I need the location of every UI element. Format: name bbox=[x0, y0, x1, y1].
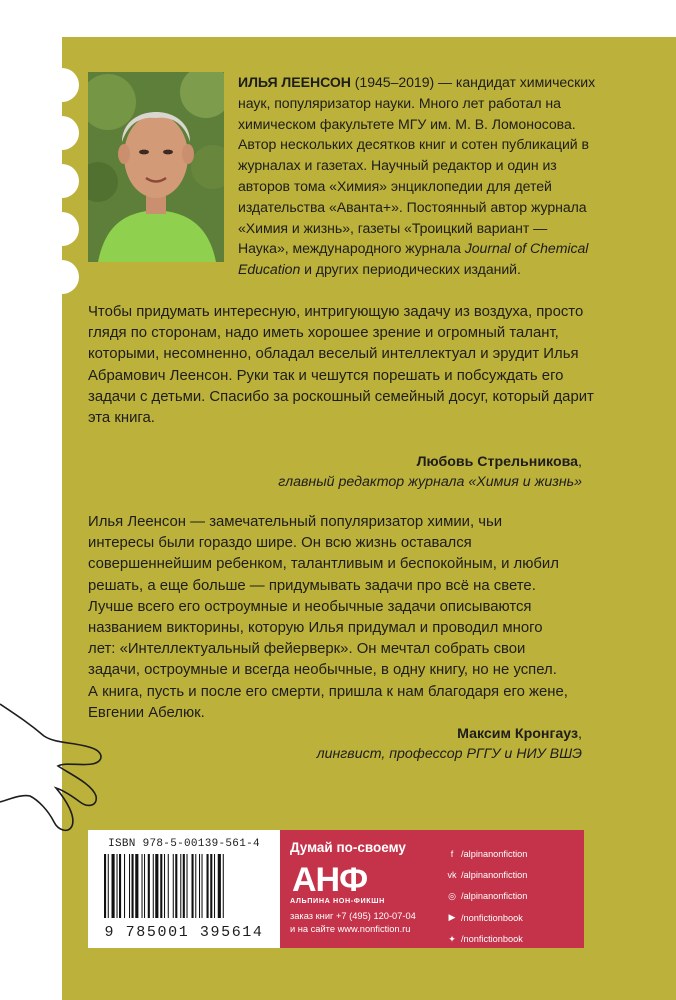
barcode-icon bbox=[102, 854, 266, 922]
social-item-vk[interactable] bbox=[446, 864, 527, 885]
youtube-icon: ▶ bbox=[448, 912, 456, 923]
reviewer-comma: , bbox=[578, 726, 582, 742]
author-photo bbox=[88, 72, 224, 262]
perforation-hole bbox=[45, 68, 79, 102]
publisher-logo-icon bbox=[292, 862, 370, 894]
social-label: /nonfictionbook bbox=[461, 912, 523, 923]
review-signature bbox=[317, 724, 582, 764]
publisher-name: АЛЬПИНА НОН-ФИКШН bbox=[290, 896, 385, 905]
reviewer-comma: , bbox=[578, 454, 582, 470]
social-label: /alpinanonfiction bbox=[461, 870, 528, 881]
social-item-twitter[interactable] bbox=[446, 929, 527, 950]
journal-title: Journal of Chemical Education bbox=[238, 240, 589, 278]
perforation-hole bbox=[45, 212, 79, 246]
order-info bbox=[290, 910, 416, 936]
author-bio-text: — кандидат химических наук, популяризатор науки. Много лет работал на химическом факультете МГУ им. М. В. Ломоносова. Автор нескольких десятков книг и сотен публикаций в журналах и газетах. Научный редактор и один из авторов тома «Химия» энциклопедии для детей издательства «Аванта+». Постоянный автор журнала «Химия и жизнь», газеты «Троицкий вариант — Наука», международного журнала bbox=[238, 74, 596, 257]
twitter-icon: ✦ bbox=[448, 933, 456, 944]
social-label: /alpinanonfiction bbox=[461, 848, 528, 859]
author-bio-end: и других периодических изданий. bbox=[300, 261, 521, 278]
social-item-instagram[interactable] bbox=[446, 886, 527, 907]
social-item-youtube[interactable] bbox=[446, 907, 527, 928]
publisher-logo-text: АНФ bbox=[292, 862, 368, 894]
review-quote: Чтобы придумать интересную, интригующую задачу из воздуха, просто глядя по сторонам, надо иметь хорошее зрение и огромный талант, которыми, несомненно, обладал веселый интеллектуал и эрудит Илья Абрамович Леенсон. Руки так и чешутся порешать и побсуждать его задачи с детьми. Спасибо за роскошный семейный досуг, который дарит эта книга. bbox=[88, 304, 594, 427]
author-years: (1945–2019) bbox=[350, 74, 435, 90]
instagram-icon: ◎ bbox=[448, 890, 456, 901]
social-item-facebook[interactable] bbox=[446, 843, 527, 864]
social-label: /nonfictionbook bbox=[461, 934, 523, 945]
social-label: /alpinanonfiction bbox=[461, 891, 528, 902]
reviewer-role: лингвист, профессор РГГУ и НИУ ВШЭ bbox=[316, 746, 582, 762]
publisher-slogan: Думай по-своему bbox=[290, 840, 406, 855]
social-panel bbox=[438, 830, 584, 948]
isbn-text: ISBN 978-5-00139-561-4 bbox=[108, 838, 260, 850]
perforation-hole bbox=[45, 116, 79, 150]
reviewer-role: главный редактор журнала «Химия и жизнь» bbox=[278, 474, 582, 490]
vk-icon: vk bbox=[447, 870, 457, 881]
review-quote: Илья Леенсон — замечательный популяризатор химии, чьи интересы были гораздо шире. Он всю жизнь оставался совершеннейшим ребенком, талантливым и беспокойным, и любил решать, а еще больше — придумывать задачи про всё на свете. Лучше всего его остроумные и необычные задачи описываются названием викторины, которую Илья придумал и проводил много лет: «Интеллектуальный фейерверк». Он мечтал собрать свои задачи, остроумные и всегда необычные, в одну книгу, но не успел. А книга, пусть и после его смерти, пришла к нам благодаря его жене, Евгении Абелюк. bbox=[88, 514, 568, 721]
order-phone: заказ книг +7 (495) 120-07-04 bbox=[290, 911, 416, 921]
barcode-digits: 9 785001 395614 bbox=[104, 924, 264, 941]
barcode-panel bbox=[88, 830, 280, 948]
order-site[interactable]: и на сайте www.nonfiction.ru bbox=[290, 924, 411, 934]
review-signature bbox=[278, 452, 582, 492]
perforation-hole bbox=[45, 164, 79, 198]
facebook-icon: f bbox=[450, 848, 454, 859]
author-name: ИЛЬЯ ЛЕЕНСОН bbox=[238, 74, 351, 90]
reviewer-name: Максим Кронгауз bbox=[457, 726, 579, 742]
reviewer-name: Любовь Стрельникова bbox=[416, 454, 579, 470]
social-list bbox=[446, 843, 527, 950]
perforation-hole bbox=[45, 260, 79, 294]
author-bio bbox=[238, 72, 600, 280]
